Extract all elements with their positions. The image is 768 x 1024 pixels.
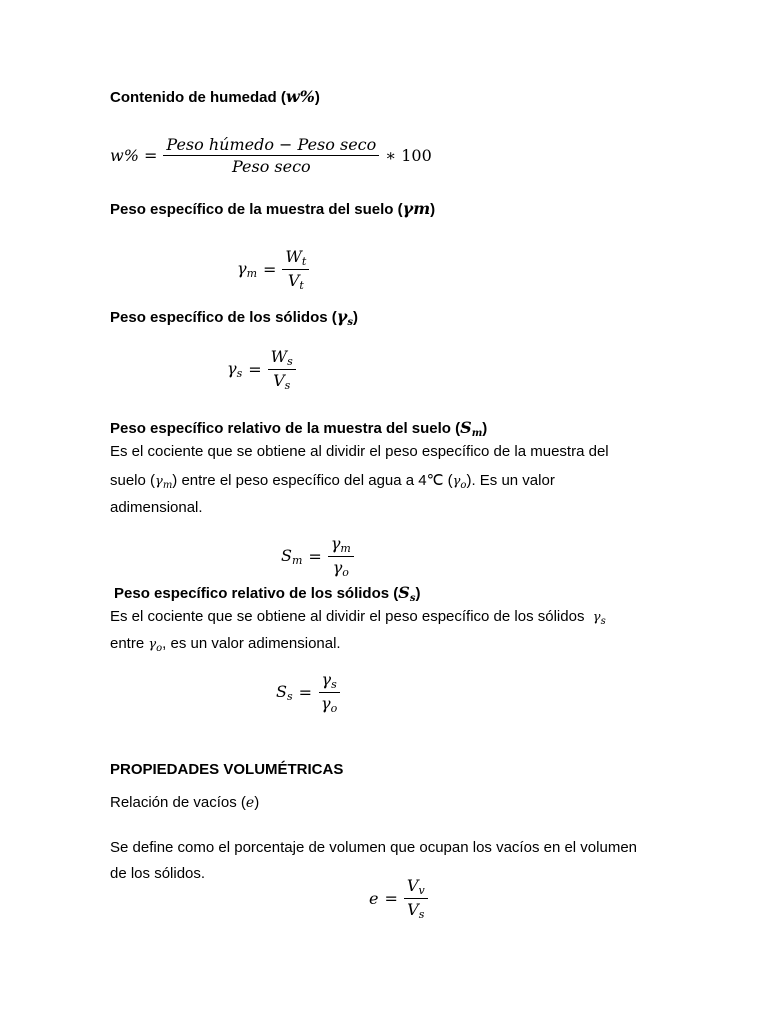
heading-relativo-muestra — [110, 418, 487, 439]
heading-close: ) — [352, 309, 358, 326]
formula-denominator: Peso seco — [231, 157, 311, 176]
formula-relacion-vacios: e = $\frac{V_v}{V_s}$ — [369, 876, 428, 921]
formula-peso-muestra: $\gamma_m$ = $\frac{W_t}{V_t}$ — [237, 247, 309, 292]
paragraph-line: entre $\gamma_o$, es un valor adimensional. — [110, 635, 341, 654]
formula-fraction: $\frac{W_t}{V_t}$ — [282, 247, 309, 292]
paragraph-line: suelo $(\gamma_m)$ entre el peso específico del agua a 4℃ $(\gamma_o)$. Es un valor — [110, 472, 555, 491]
formula-lhs: w% = — [110, 146, 158, 165]
paragraph-line: adimensional. — [110, 499, 203, 516]
heading-close: ) — [430, 201, 436, 218]
paragraph-line: Se define como el porcentaje de volumen que ocupan los vacíos en el volumen — [110, 839, 637, 856]
formula-lhs: e — [369, 889, 379, 908]
heading-text: Peso específico de la muestra del suelo ( — [110, 201, 403, 218]
heading-close: ) — [415, 585, 421, 602]
heading-symbol: $S_m$ — [460, 418, 483, 439]
heading-text: Peso específico de los sólidos ( — [110, 309, 337, 326]
heading-close: ) — [314, 89, 320, 106]
paragraph-line: Es el cociente que se obtiene al dividir el peso específico de la muestra del — [110, 443, 609, 460]
heading-propiedades: PROPIEDADES VOLUMÉTRICAS — [110, 761, 344, 778]
heading-text: Contenido de humedad ( — [110, 89, 286, 106]
formula-lhs: $S_s$ — [276, 682, 293, 703]
heading-symbol: γm — [402, 199, 431, 218]
formula-lhs: $S_m$ — [281, 546, 303, 567]
formula-relativo-muestra: $S_m$ = $\frac{\gamma_m}{\gamma_o}$ — [281, 534, 354, 579]
formula-fraction: $\frac{W_s}{V_s}$ — [268, 347, 296, 392]
formula-numerator: Peso húmedo − Peso seco — [163, 135, 379, 156]
formula-lhs: $\gamma_s$ — [227, 359, 243, 380]
heading-close: ) — [482, 420, 488, 437]
heading-symbol: $S_s$ — [398, 583, 416, 604]
heading-text: Peso específico relativo de los sólidos ( — [114, 585, 399, 602]
heading-text: Peso específico relativo de la muestra del suelo ( — [110, 420, 461, 437]
heading-peso-solidos — [110, 307, 358, 328]
heading-symbol: w% — [285, 87, 315, 106]
formula-relativo-solidos: $S_s$ = $\frac{\gamma_s}{\gamma_o}$ — [276, 670, 340, 715]
heading-symbol: $\gamma_s$ — [336, 307, 353, 328]
formula-lhs: $\gamma_m$ — [237, 259, 257, 280]
formula-fraction — [163, 135, 379, 176]
formula-humedad — [110, 135, 432, 176]
heading-humedad — [110, 87, 320, 106]
paragraph-line: Es el cociente que se obtiene al dividir el peso específico de los sólidos $\gamma_s$ — [110, 608, 606, 627]
formula-peso-solidos: $\gamma_s$ = $\frac{W_s}{V_s}$ — [227, 347, 296, 392]
formula-fraction: $\frac{V_v}{V_s}$ — [404, 876, 428, 921]
heading-peso-muestra — [110, 199, 435, 218]
formula-fraction: $\frac{\gamma_m}{\gamma_o}$ — [328, 534, 354, 579]
subheading-relacion-vacios: Relación de vacíos (e) — [110, 794, 260, 811]
formula-factor: ∗ 100 — [385, 146, 432, 165]
heading-relativo-solidos — [114, 583, 420, 604]
paragraph-line: de los sólidos. — [110, 865, 206, 882]
formula-fraction: $\frac{\gamma_s}{\gamma_o}$ — [318, 670, 340, 715]
